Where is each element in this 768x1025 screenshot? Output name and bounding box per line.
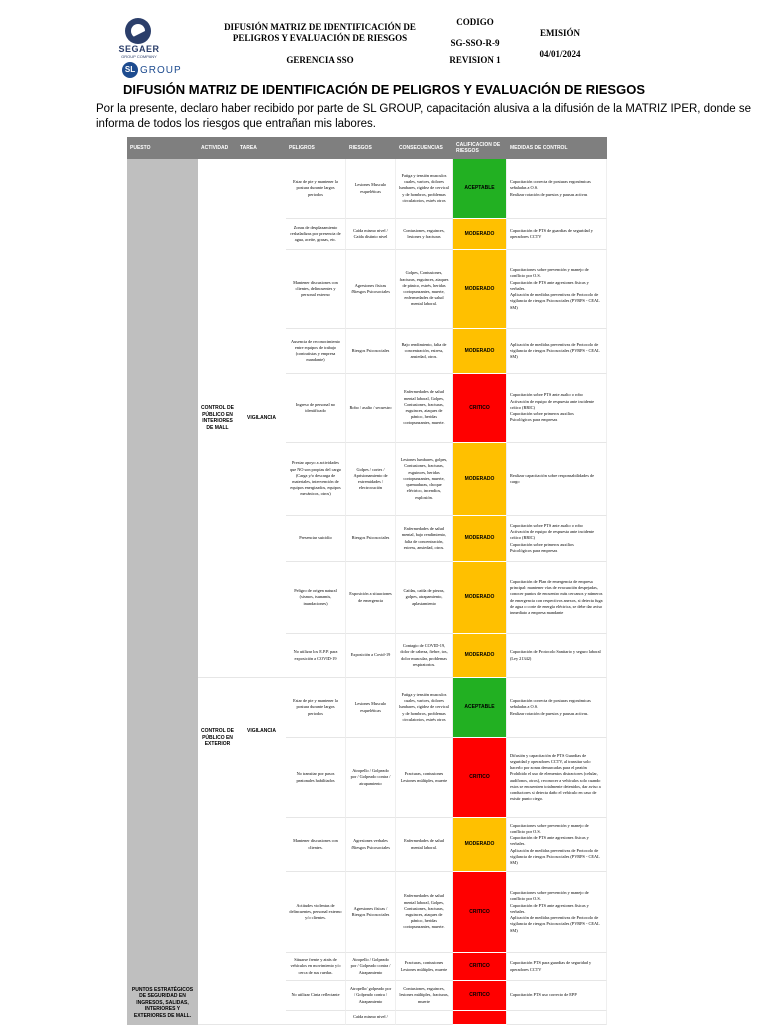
sl-group-logo-text: GROUP (140, 65, 182, 76)
consecuencia-cell: Caídas, caída de piezas, golpes, atrapamiento, aplastamiento (396, 562, 453, 634)
consecuencia-cell: Contusiones, esguinces, lesiones y fracturas (396, 219, 453, 250)
segaer-logo-text: SEGAER (118, 44, 160, 54)
company-logos (100, 18, 182, 78)
peligro-cell: Estar de pie y mantener la postura durante largos periodos (286, 159, 346, 219)
header-codigo-value: SG-SSO-R-9 (450, 38, 500, 48)
medidas-cell: Aplicación de medidas preventivas de Protocolo de vigilancia de riesgos Psicosociales (PVRPS - CEAL SM) (507, 329, 607, 374)
peligro-cell: Peligro de origen natural (sismos, tsunamis, inundaciones) (286, 562, 346, 634)
segaer-logo-icon (125, 18, 151, 44)
tarea-cell: VIGILANCIA (237, 159, 286, 678)
calificacion-cell: CRITICO (453, 872, 507, 953)
peligro-cell: Ingreso de personal no identificado (286, 374, 346, 443)
riesgo-cell: Caída mismo nivel / (346, 1011, 396, 1025)
header-revision: REVISION 1 (449, 55, 501, 65)
calificacion-cell: ACEPTABLE (453, 678, 507, 738)
segaer-logo-subtext: GROUP COMPANY (121, 54, 157, 59)
header-gerencia: GERENCIA SSO (286, 55, 354, 65)
peligro-cell: Zonas de desplazamiento resbaladizas por presencia de agua, aceite, grasas, etc. (286, 219, 346, 250)
medidas-cell: Capacitación correcta de posturas ergonómicas señaladas a O.S. Realizar rotación de puestos y pausas activas (507, 159, 607, 219)
actividad-cell: CONTROL DE PÚBLICO EN EXTERIOR (198, 678, 237, 1025)
riesgo-cell: Robo / asalto / secuestro (346, 374, 396, 443)
consecuencia-cell: Fracturas, contusiones Lesiones múltiples, muerte (396, 738, 453, 818)
header-doc-title: DIFUSIÓN MATRIZ DE IDENTIFICACIÓN DE PELIGROS Y EVALUACIÓN DE RIESGOS (224, 22, 416, 43)
calificacion-cell: CRITICO (453, 981, 507, 1011)
header-puesto: PUESTO (130, 145, 151, 151)
peligro-cell: Mantener discusiones con clientes, delincuentes y personal externo (286, 250, 346, 329)
medidas-cell: Capacitación PTS para guardias de seguridad y operadores CCTV (507, 953, 607, 981)
calificacion-cell: ACEPTABLE (453, 159, 507, 219)
riesgo-cell: Golpes / cortes / Aprisionamiento de extremidades / electrocución (346, 443, 396, 516)
calificacion-cell: MODERADO (453, 562, 507, 634)
riesgo-cell: Atropello / Golpeado por / Golpeado contra / atrapamiento (346, 738, 396, 818)
calificacion-cell: MODERADO (453, 219, 507, 250)
consecuencia-cell: Enfermedades de salud mental laboral. (396, 818, 453, 872)
intro-paragraph: Por la presente, declaro haber recibido por parte de SL GROUP, capacitación alusiva a la difusión de la MATRIZ IPER, donde se informa de todos los riesgos que entrañan mis labores. (96, 103, 752, 130)
header-actividad: ACTIVIDAD (201, 145, 229, 151)
header-riesgos: RIESGOS (349, 145, 372, 151)
header-medidas: MEDIDAS DE CONTROL (510, 145, 568, 151)
riesgo-cell: Riesgos Psicosociales (346, 516, 396, 562)
consecuencia-cell: Golpes, Contusiones, fracturas, esguinces, ataques de pánico, estrés, heridas cortopunzantes, muerte, enfermedades de salud mental laboral. (396, 250, 453, 329)
header-calificacion: CALIFICACION DE RIESGOS (456, 142, 501, 154)
medidas-cell: Capacitación de Plan de emergencia de empresa principal: mantener vías de evacuación despejadas, conocer puntos de encuentro más cercanos y números de emergencia con respectivos anexos, si detecta fuga de agua o corte de energía eléctrica, se debe dar aviso inmediato a empresa mandante (507, 562, 607, 634)
consecuencia-cell (396, 1011, 453, 1025)
medidas-cell: Realizar capacitación sobre responsabilidades de cargo (507, 443, 607, 516)
consecuencia-cell: Enfermedades de salud mental laboral, Golpes, Contusiones, fracturas, esguinces, ataques de pánico, heridas cortopunzantes, muerte. (396, 374, 453, 443)
peligro-cell: Presenciar suicidio (286, 516, 346, 562)
actividad-cell: CONTROL DE PÚBLICO EN INTERIORES DE MALL (198, 159, 237, 678)
peligro-cell: Situarse frente y atrás de vehículos en movimiento y/o cerca de sus ruedas. (286, 953, 346, 981)
medidas-cell: Capacitaciones sobre prevención y manejo de conflicto por O.S. Capacitación de PTS ante agresiones físicas y verbales. Aplicación de medidas preventivas de Protocolo de vigilancia de riesgos Psicosociales (PVRPS - CEAL SM) (507, 818, 607, 872)
riesgo-cell: Agresiones físicas /Riesgos Psicosociales (346, 250, 396, 329)
riesgo-cell: Lesiones Musculo esqueléticas (346, 678, 396, 738)
header-tarea: TAREA (240, 145, 257, 151)
calificacion-cell: CRITICO (453, 953, 507, 981)
calificacion-cell: CRITICO (453, 374, 507, 443)
table-header-row (127, 137, 607, 159)
peligro-cell (286, 1011, 346, 1025)
peligro-cell: Prestar apoyo a actividades que NO son propias del cargo (Carga y/o descarga de materiales, intervención de equipos energizados, equipos mecánicos, otros) (286, 443, 346, 516)
peligro-cell: No utilizar Cinta reflectante (286, 981, 346, 1011)
peligro-cell: No utilizar los E.P.P. para exposición a COVID-19 (286, 634, 346, 678)
calificacion-cell: MODERADO (453, 250, 507, 329)
riesgo-cell: Exposición a Covid-19 (346, 634, 396, 678)
calificacion-cell: MODERADO (453, 329, 507, 374)
medidas-cell (507, 1011, 607, 1025)
sl-logo-badge: SL (122, 62, 138, 78)
consecuencia-cell: Fracturas, contusiones Lesiones múltiples, muerte (396, 953, 453, 981)
tarea-cell: VIGILANCIA (237, 678, 286, 1025)
medidas-cell: Capacitación sobre PTS ante asalto o robo Activación de equipo de respuesta ante incidente crítico (RRIC) Capacitación sobre primeros auxilios Psicológicos para empresas (507, 516, 607, 562)
calificacion-cell (453, 1011, 507, 1025)
peligro-cell: No transitar por pasos peatonales habilitados (286, 738, 346, 818)
puesto-cell: PUNTOS ESTRATÉGICOS DE SEGURIDAD EN INGRESOS, SALIDAS, INTERIORES Y EXTERIORES DE MALL. (127, 159, 198, 1025)
calificacion-cell: MODERADO (453, 443, 507, 516)
calificacion-cell: CRITICO (453, 738, 507, 818)
riesgo-cell: Atropello / Golpeado por / Golpeado contra / Atrapamiento (346, 953, 396, 981)
peligro-cell: Estar de pie y mantener la postura durante largos periodos (286, 678, 346, 738)
calificacion-cell: MODERADO (453, 634, 507, 678)
medidas-cell: Capacitación sobre PTS ante asalto o robo Activación de equipo de respuesta ante incidente crítico (RRIC) Capacitación sobre primeros auxilios Psicológicos para empresas (507, 374, 607, 443)
riesgo-cell: Lesiones Musculo esqueléticas (346, 159, 396, 219)
riesgo-cell: Riesgos Psicosociales (346, 329, 396, 374)
riesgo-cell: Atropello/ golpeado por / Golpeado contra / Atrapamiento (346, 981, 396, 1011)
medidas-cell: Difusión y capacitación de PTS Guardias de seguridad y operadores CCTV, al transitar solo hacerlo por zonas demarcadas para el peatón Prohibido el uso de elementos distractores (celular, audífonos, otros), reconocer a vehículos solo cuando estos se encuentren totalmente detenidos, dar aviso a conductores si detecta daño el vehículo en caso de existir punto ciego. (507, 738, 607, 818)
peligro-cell: Mantener discusiones con clientes. (286, 818, 346, 872)
page-title: DIFUSIÓN MATRIZ DE IDENTIFICACIÓN DE PELIGROS Y EVALUACIÓN DE RIESGOS (123, 82, 645, 97)
consecuencia-cell: Contusiones, esguinces, lesiones múltiples, fracturas, muerte (396, 981, 453, 1011)
calificacion-cell: MODERADO (453, 516, 507, 562)
medidas-cell: Capacitaciones sobre prevención y manejo de conflicto por O.S. Capacitación de PTS ante agresiones físicas y verbales. Aplicación de medidas preventivas de Protocolo de vigilancia de riesgos Psicosociales (PVRPS - CEAL SM) (507, 250, 607, 329)
header-consecuencias: CONSECUENCIAS (399, 145, 443, 151)
consecuencia-cell: Bajo rendimiento, falta de concentración, estress, ansiedad, otros. (396, 329, 453, 374)
riesgo-cell: Agresiones físicas / Riesgos Psicosociales (346, 872, 396, 953)
peligro-cell: Actitudes violentas de delincuentes, personal externo y/o clientes. (286, 872, 346, 953)
consecuencia-cell: Enfermedades de salud mental laboral, Golpes, Contusiones, fracturas, esguinces, ataques de pánico, heridas cortopunzantes, muerte. (396, 872, 453, 953)
medidas-cell: Capacitación correcta de posturas ergonómicas señaladas a O.S. Realizar rotación de puestos y pausas activas. (507, 678, 607, 738)
header-codigo-label: CODIGO (456, 17, 494, 27)
calificacion-cell: MODERADO (453, 818, 507, 872)
medidas-cell: Capacitación de PTS de guardias de seguridad y operadores CCTV (507, 219, 607, 250)
consecuencia-cell: Fatiga y tensión musculos cuales, varices, dolores lumbares, rigidez de cervical y de hombros, problemas circulatorios, estrés otros (396, 159, 453, 219)
header-peligros: PELIGROS (289, 145, 315, 151)
riesgo-cell: Agresiones verbales /Riesgos Psicosociales (346, 818, 396, 872)
riesgo-cell: Exposición a situaciones de emergencia (346, 562, 396, 634)
consecuencia-cell: Contagio de COVID-19, dolor de cabeza, fiebre, tos, dolor muscular, problemas respiratorios. (396, 634, 453, 678)
medidas-cell: Capacitación PTS uso correcto de EPP (507, 981, 607, 1011)
riesgo-cell: Caída mismo nivel / Caída distinto nivel (346, 219, 396, 250)
header-emision-label: EMISIÓN (539, 28, 580, 38)
consecuencia-cell: Enfermedades de salud mental, bajo rendimiento, falta de concentración, estress, ansiedad, otros. (396, 516, 453, 562)
header-emision-value: 04/01/2024 (539, 49, 581, 59)
peligro-cell: Ausencia de reconocimiento entre equipos de trabajo (contratistas y empresa mandante) (286, 329, 346, 374)
consecuencia-cell: Fatiga y tensión musculos cuales, varices, dolores lumbares, rigidez de cervical y de hombros, problemas circulatorios, estrés otros (396, 678, 453, 738)
medidas-cell: Capacitaciones sobre prevención y manejo de conflicto por O.S. Capacitación de PTS ante agresiones físicas y verbales. Aplicación de medidas preventivas de Protocolo de vigilancia de riesgos Psicosociales (PVRPS - CEAL SM) (507, 872, 607, 953)
medidas-cell: Capacitación de Protocolo Sanitario y seguro laboral (Ley 21342) (507, 634, 607, 678)
consecuencia-cell: Lesiones lumbares, golpes, Contusiones, fracturas, esguinces, heridas cortopunzantes, muerte, quemaduras, choque eléctrico, incendios, explosión. (396, 443, 453, 516)
